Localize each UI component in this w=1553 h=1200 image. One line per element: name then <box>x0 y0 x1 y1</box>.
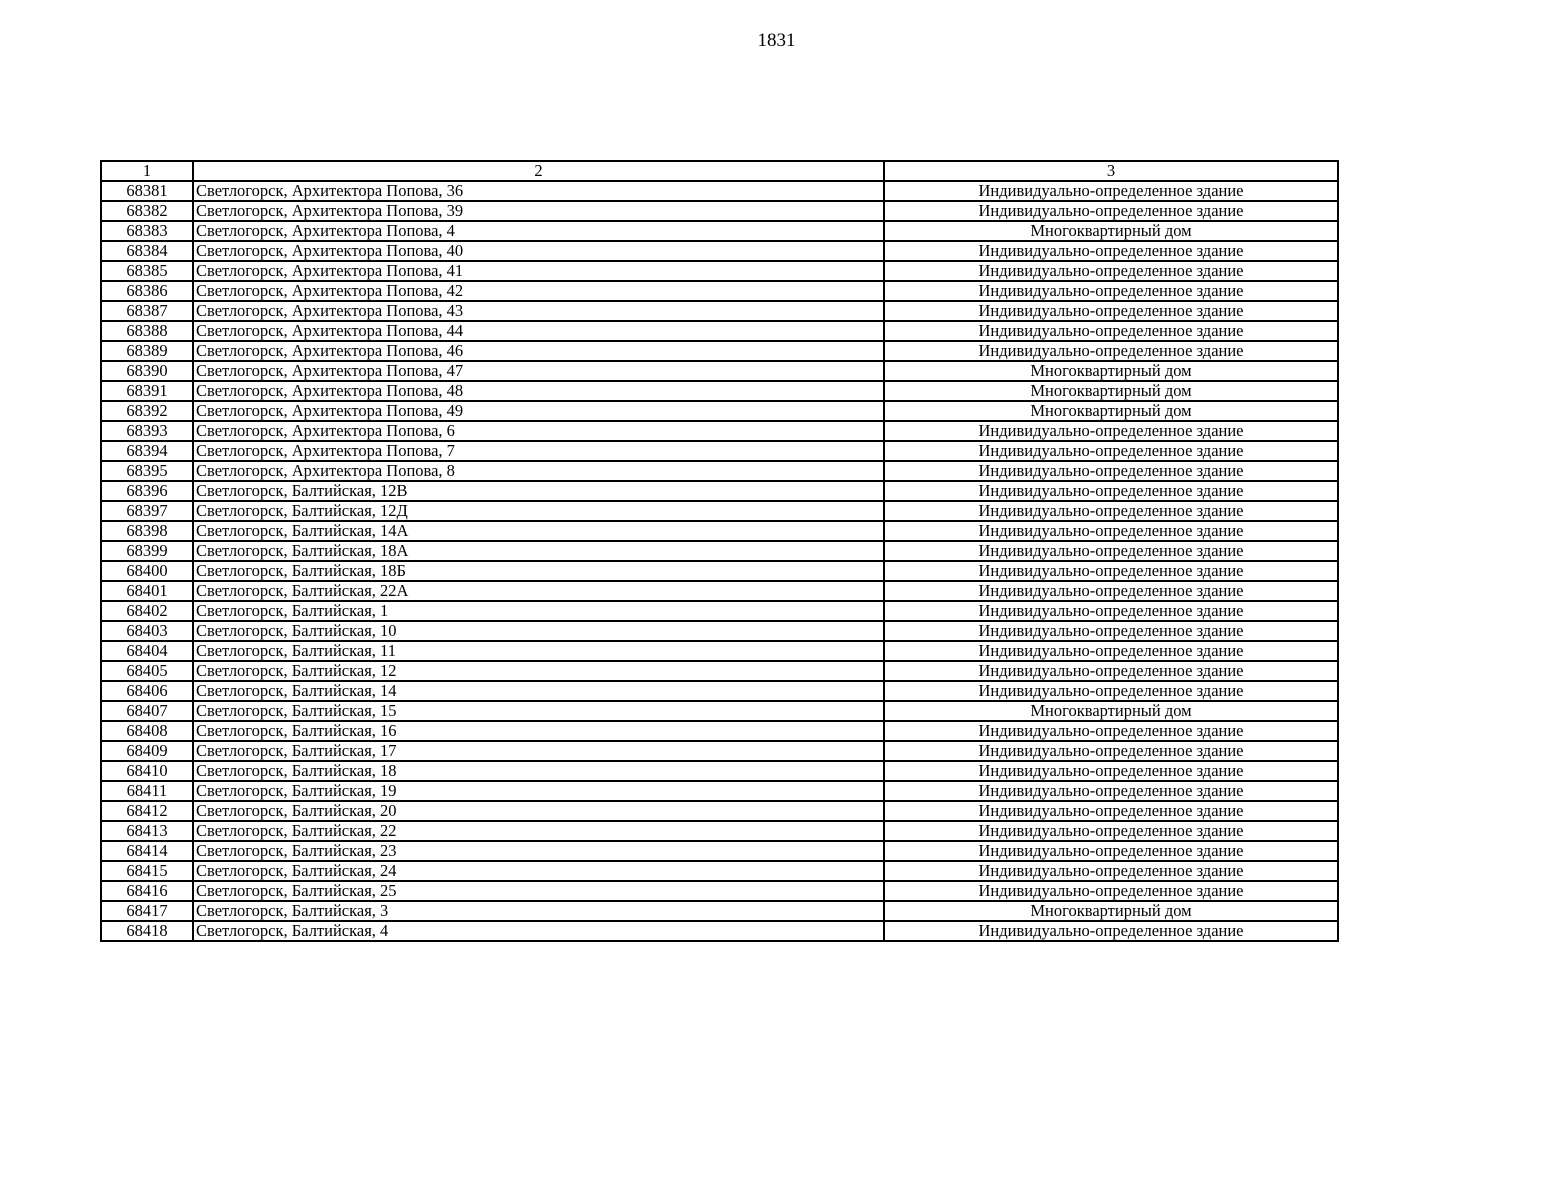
row-number-cell: 68418 <box>101 921 193 941</box>
row-number-cell: 68388 <box>101 321 193 341</box>
table-row <box>101 281 1338 301</box>
building-type-cell: Индивидуально-определенное здание <box>884 881 1338 901</box>
building-type-cell: Индивидуально-определенное здание <box>884 601 1338 621</box>
row-number-cell: 68395 <box>101 461 193 481</box>
table-row <box>101 241 1338 261</box>
row-number-cell: 68398 <box>101 521 193 541</box>
building-type-cell: Индивидуально-определенное здание <box>884 541 1338 561</box>
table-row <box>101 581 1338 601</box>
building-type-cell: Многоквартирный дом <box>884 701 1338 721</box>
table-row <box>101 661 1338 681</box>
row-number-cell: 68389 <box>101 341 193 361</box>
building-type-cell: Индивидуально-определенное здание <box>884 581 1338 601</box>
table-row <box>101 421 1338 441</box>
page-number: 1831 <box>757 30 796 51</box>
address-cell: Светлогорск, Архитектора Попова, 49 <box>193 401 884 421</box>
row-number-cell: 68417 <box>101 901 193 921</box>
table-row <box>101 881 1338 901</box>
table-row <box>101 761 1338 781</box>
building-type-cell: Многоквартирный дом <box>884 901 1338 921</box>
building-type-cell: Индивидуально-определенное здание <box>884 201 1338 221</box>
table-row <box>101 481 1338 501</box>
row-number-cell: 68405 <box>101 661 193 681</box>
address-cell: Светлогорск, Архитектора Попова, 43 <box>193 301 884 321</box>
row-number-cell: 68381 <box>101 181 193 201</box>
row-number-cell: 68414 <box>101 841 193 861</box>
table-row <box>101 821 1338 841</box>
table-row <box>101 801 1338 821</box>
table-row <box>101 901 1338 921</box>
building-type-cell: Индивидуально-определенное здание <box>884 741 1338 761</box>
table-row <box>101 521 1338 541</box>
row-number-cell: 68397 <box>101 501 193 521</box>
address-cell: Светлогорск, Балтийская, 17 <box>193 741 884 761</box>
table-row <box>101 181 1338 201</box>
table-row <box>101 621 1338 641</box>
row-number-cell: 68391 <box>101 381 193 401</box>
address-cell: Светлогорск, Архитектора Попова, 44 <box>193 321 884 341</box>
row-number-cell: 68384 <box>101 241 193 261</box>
table-row <box>101 641 1338 661</box>
building-type-cell: Многоквартирный дом <box>884 401 1338 421</box>
row-number-cell: 68400 <box>101 561 193 581</box>
row-number-cell: 68382 <box>101 201 193 221</box>
address-cell: Светлогорск, Архитектора Попова, 6 <box>193 421 884 441</box>
table-row <box>101 601 1338 621</box>
building-type-cell: Индивидуально-определенное здание <box>884 781 1338 801</box>
address-cell: Светлогорск, Балтийская, 23 <box>193 841 884 861</box>
building-type-cell: Индивидуально-определенное здание <box>884 261 1338 281</box>
address-cell: Светлогорск, Балтийская, 10 <box>193 621 884 641</box>
building-type-cell: Индивидуально-определенное здание <box>884 721 1338 741</box>
table-row <box>101 701 1338 721</box>
building-type-cell: Индивидуально-определенное здание <box>884 301 1338 321</box>
column-header-1: 1 <box>101 161 193 181</box>
address-cell: Светлогорск, Архитектора Попова, 40 <box>193 241 884 261</box>
address-cell: Светлогорск, Балтийская, 25 <box>193 881 884 901</box>
row-number-cell: 68410 <box>101 761 193 781</box>
building-type-cell: Индивидуально-определенное здание <box>884 481 1338 501</box>
building-type-cell: Индивидуально-определенное здание <box>884 861 1338 881</box>
table-row <box>101 261 1338 281</box>
building-type-cell: Индивидуально-определенное здание <box>884 821 1338 841</box>
row-number-cell: 68392 <box>101 401 193 421</box>
address-cell: Светлогорск, Архитектора Попова, 8 <box>193 461 884 481</box>
building-type-cell: Индивидуально-определенное здание <box>884 801 1338 821</box>
address-cell: Светлогорск, Балтийская, 18 <box>193 761 884 781</box>
table-row <box>101 741 1338 761</box>
address-cell: Светлогорск, Балтийская, 14 <box>193 681 884 701</box>
address-cell: Светлогорск, Балтийская, 3 <box>193 901 884 921</box>
address-cell: Светлогорск, Архитектора Попова, 41 <box>193 261 884 281</box>
address-cell: Светлогорск, Балтийская, 12 <box>193 661 884 681</box>
table-header-row <box>101 161 1338 181</box>
table-row <box>101 781 1338 801</box>
row-number-cell: 68387 <box>101 301 193 321</box>
building-type-cell: Индивидуально-определенное здание <box>884 841 1338 861</box>
address-cell: Светлогорск, Архитектора Попова, 7 <box>193 441 884 461</box>
address-cell: Светлогорск, Архитектора Попова, 4 <box>193 221 884 241</box>
table-row <box>101 541 1338 561</box>
table-row <box>101 561 1338 581</box>
address-cell: Светлогорск, Балтийская, 1 <box>193 601 884 621</box>
table-row <box>101 681 1338 701</box>
table-row <box>101 721 1338 741</box>
table-row <box>101 321 1338 341</box>
row-number-cell: 68413 <box>101 821 193 841</box>
table-row <box>101 841 1338 861</box>
row-number-cell: 68416 <box>101 881 193 901</box>
building-type-cell: Индивидуально-определенное здание <box>884 621 1338 641</box>
address-cell: Светлогорск, Балтийская, 12Д <box>193 501 884 521</box>
address-cell: Светлогорск, Балтийская, 20 <box>193 801 884 821</box>
registry-table <box>100 160 1339 942</box>
table-row <box>101 221 1338 241</box>
table-row <box>101 921 1338 941</box>
address-cell: Светлогорск, Архитектора Попова, 48 <box>193 381 884 401</box>
row-number-cell: 68406 <box>101 681 193 701</box>
building-type-cell: Индивидуально-определенное здание <box>884 561 1338 581</box>
building-type-cell: Индивидуально-определенное здание <box>884 321 1338 341</box>
building-type-cell: Многоквартирный дом <box>884 381 1338 401</box>
table-row <box>101 501 1338 521</box>
row-number-cell: 68390 <box>101 361 193 381</box>
address-cell: Светлогорск, Балтийская, 4 <box>193 921 884 941</box>
row-number-cell: 68385 <box>101 261 193 281</box>
building-type-cell: Индивидуально-определенное здание <box>884 421 1338 441</box>
building-type-cell: Индивидуально-определенное здание <box>884 441 1338 461</box>
address-cell: Светлогорск, Архитектора Попова, 42 <box>193 281 884 301</box>
row-number-cell: 68396 <box>101 481 193 501</box>
row-number-cell: 68404 <box>101 641 193 661</box>
address-cell: Светлогорск, Балтийская, 12В <box>193 481 884 501</box>
building-type-cell: Индивидуально-определенное здание <box>884 501 1338 521</box>
building-type-cell: Индивидуально-определенное здание <box>884 641 1338 661</box>
address-cell: Светлогорск, Балтийская, 22А <box>193 581 884 601</box>
row-number-cell: 68412 <box>101 801 193 821</box>
address-cell: Светлогорск, Архитектора Попова, 36 <box>193 181 884 201</box>
table-body <box>101 181 1338 941</box>
table-row <box>101 341 1338 361</box>
address-cell: Светлогорск, Архитектора Попова, 47 <box>193 361 884 381</box>
row-number-cell: 68407 <box>101 701 193 721</box>
row-number-cell: 68383 <box>101 221 193 241</box>
address-cell: Светлогорск, Балтийская, 22 <box>193 821 884 841</box>
address-cell: Светлогорск, Балтийская, 11 <box>193 641 884 661</box>
building-type-cell: Многоквартирный дом <box>884 361 1338 381</box>
table-row <box>101 381 1338 401</box>
row-number-cell: 68411 <box>101 781 193 801</box>
building-type-cell: Индивидуально-определенное здание <box>884 661 1338 681</box>
building-type-cell: Индивидуально-определенное здание <box>884 461 1338 481</box>
row-number-cell: 68415 <box>101 861 193 881</box>
column-header-3: 3 <box>884 161 1338 181</box>
row-number-cell: 68393 <box>101 421 193 441</box>
table-row <box>101 461 1338 481</box>
table-row <box>101 301 1338 321</box>
row-number-cell: 68394 <box>101 441 193 461</box>
row-number-cell: 68409 <box>101 741 193 761</box>
row-number-cell: 68386 <box>101 281 193 301</box>
building-type-cell: Индивидуально-определенное здание <box>884 761 1338 781</box>
row-number-cell: 68399 <box>101 541 193 561</box>
building-type-cell: Индивидуально-определенное здание <box>884 921 1338 941</box>
address-cell: Светлогорск, Балтийская, 16 <box>193 721 884 741</box>
table-row <box>101 401 1338 421</box>
table-row <box>101 201 1338 221</box>
building-type-cell: Многоквартирный дом <box>884 221 1338 241</box>
building-type-cell: Индивидуально-определенное здание <box>884 521 1338 541</box>
building-type-cell: Индивидуально-определенное здание <box>884 341 1338 361</box>
address-cell: Светлогорск, Балтийская, 15 <box>193 701 884 721</box>
address-cell: Светлогорск, Балтийская, 18Б <box>193 561 884 581</box>
address-cell: Светлогорск, Балтийская, 24 <box>193 861 884 881</box>
table-row <box>101 861 1338 881</box>
building-type-cell: Индивидуально-определенное здание <box>884 181 1338 201</box>
address-cell: Светлогорск, Балтийская, 19 <box>193 781 884 801</box>
row-number-cell: 68403 <box>101 621 193 641</box>
row-number-cell: 68401 <box>101 581 193 601</box>
building-type-cell: Индивидуально-определенное здание <box>884 241 1338 261</box>
row-number-cell: 68408 <box>101 721 193 741</box>
address-cell: Светлогорск, Балтийская, 18А <box>193 541 884 561</box>
table-row <box>101 441 1338 461</box>
column-header-2: 2 <box>193 161 884 181</box>
building-type-cell: Индивидуально-определенное здание <box>884 681 1338 701</box>
address-cell: Светлогорск, Архитектора Попова, 39 <box>193 201 884 221</box>
table-row <box>101 361 1338 381</box>
address-cell: Светлогорск, Балтийская, 14А <box>193 521 884 541</box>
building-type-cell: Индивидуально-определенное здание <box>884 281 1338 301</box>
address-cell: Светлогорск, Архитектора Попова, 46 <box>193 341 884 361</box>
row-number-cell: 68402 <box>101 601 193 621</box>
